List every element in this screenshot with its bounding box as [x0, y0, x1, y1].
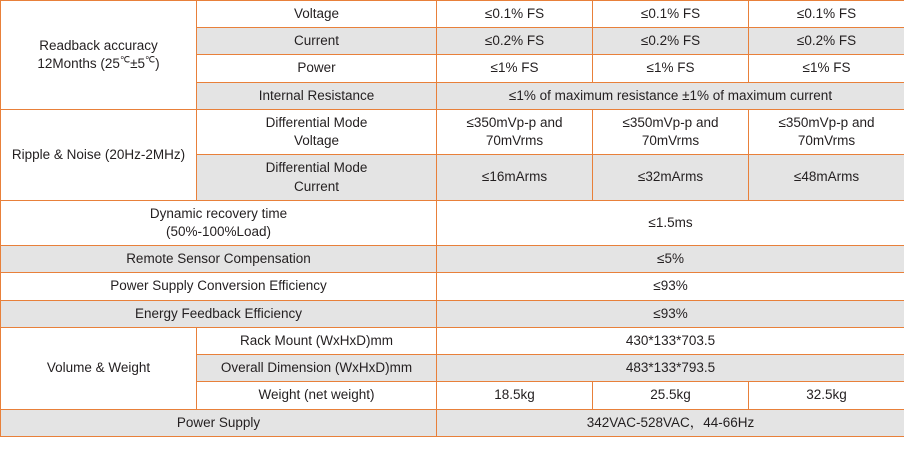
row-label-dynamic-recovery-time: [1, 200, 437, 245]
item-line2: Current: [293, 178, 339, 194]
value-cell: ≤0.1% FS: [437, 1, 593, 28]
row-label-power-supply-conversion-efficiency: Power Supply Conversion Efficiency: [1, 273, 437, 300]
value-line1: ≤350mVp-p and: [466, 114, 563, 130]
table-row: [1, 1, 904, 28]
value-line2: 70mVrms: [485, 133, 544, 149]
item-rack-mount: Rack Mount (WxHxD)mm: [197, 327, 437, 354]
value-cell-merged: 430*133*703.5: [437, 327, 904, 354]
item-weight: Weight (net weight): [197, 382, 437, 409]
item-overall-dimension: Overall Dimension (WxHxD)mm: [197, 355, 437, 382]
value-cell-merged: ≤93%: [437, 273, 904, 300]
value-cell: [593, 109, 749, 154]
value-cell: ≤16mArms: [437, 155, 593, 200]
value-cell: 32.5kg: [749, 382, 904, 409]
table-row: [1, 409, 904, 436]
value-line2: 70mVrms: [641, 133, 700, 149]
value-cell: ≤1% FS: [749, 55, 904, 82]
value-cell: ≤0.2% FS: [593, 28, 749, 55]
value-cell-merged: 342VAC-528VAC，44-66Hz: [437, 409, 904, 436]
item-differential-mode-voltage: [197, 109, 437, 154]
item-voltage: Voltage: [197, 1, 437, 28]
value-cell-merged: 483*133*793.5: [437, 355, 904, 382]
value-cell-merged: ≤1% of maximum resistance ±1% of maximum current: [437, 82, 904, 109]
value-cell: ≤32mArms: [593, 155, 749, 200]
row-label-ripple-noise: Ripple & Noise (20Hz-2MHz): [1, 109, 197, 200]
value-cell: ≤0.1% FS: [749, 1, 904, 28]
readback-accuracy-line1: Readback accuracy: [39, 37, 158, 53]
value-cell: ≤0.2% FS: [437, 28, 593, 55]
item-internal-resistance: Internal Resistance: [197, 82, 437, 109]
value-cell-merged: ≤1.5ms: [437, 200, 904, 245]
item-current: Current: [197, 28, 437, 55]
item-differential-mode-current: [197, 155, 437, 200]
item-power: Power: [197, 55, 437, 82]
table-row: [1, 300, 904, 327]
row-label-readback-accuracy: [1, 1, 197, 110]
table-row: [1, 327, 904, 354]
item-line1: Differential Mode: [265, 160, 368, 176]
value-line1: ≤350mVp-p and: [778, 114, 875, 130]
row-label-volume-weight: Volume & Weight: [1, 327, 197, 409]
value-cell-merged: ≤93%: [437, 300, 904, 327]
table-row: [1, 200, 904, 245]
label-line1: Dynamic recovery time: [149, 205, 288, 221]
readback-accuracy-line2: 12Months (25℃±5℃): [37, 54, 160, 71]
value-cell: 25.5kg: [593, 382, 749, 409]
table-row: [1, 273, 904, 300]
value-cell: 18.5kg: [437, 382, 593, 409]
value-cell: [749, 109, 904, 154]
value-cell: ≤48mArms: [749, 155, 904, 200]
table-row: [1, 109, 904, 154]
item-line2: Voltage: [293, 133, 340, 149]
label-line2: (50%-100%Load): [165, 223, 272, 239]
value-cell: [437, 109, 593, 154]
value-cell: ≤1% FS: [437, 55, 593, 82]
value-cell: ≤0.2% FS: [749, 28, 904, 55]
row-label-power-supply: Power Supply: [1, 409, 437, 436]
value-cell: ≤1% FS: [593, 55, 749, 82]
row-label-remote-sensor-compensation: Remote Sensor Compensation: [1, 246, 437, 273]
value-cell-merged: ≤5%: [437, 246, 904, 273]
row-label-energy-feedback-efficiency: Energy Feedback Efficiency: [1, 300, 437, 327]
value-line2: 70mVrms: [797, 133, 856, 149]
value-cell: ≤0.1% FS: [593, 1, 749, 28]
item-line1: Differential Mode: [265, 114, 368, 130]
table-row: [1, 246, 904, 273]
value-line1: ≤350mVp-p and: [622, 114, 719, 130]
